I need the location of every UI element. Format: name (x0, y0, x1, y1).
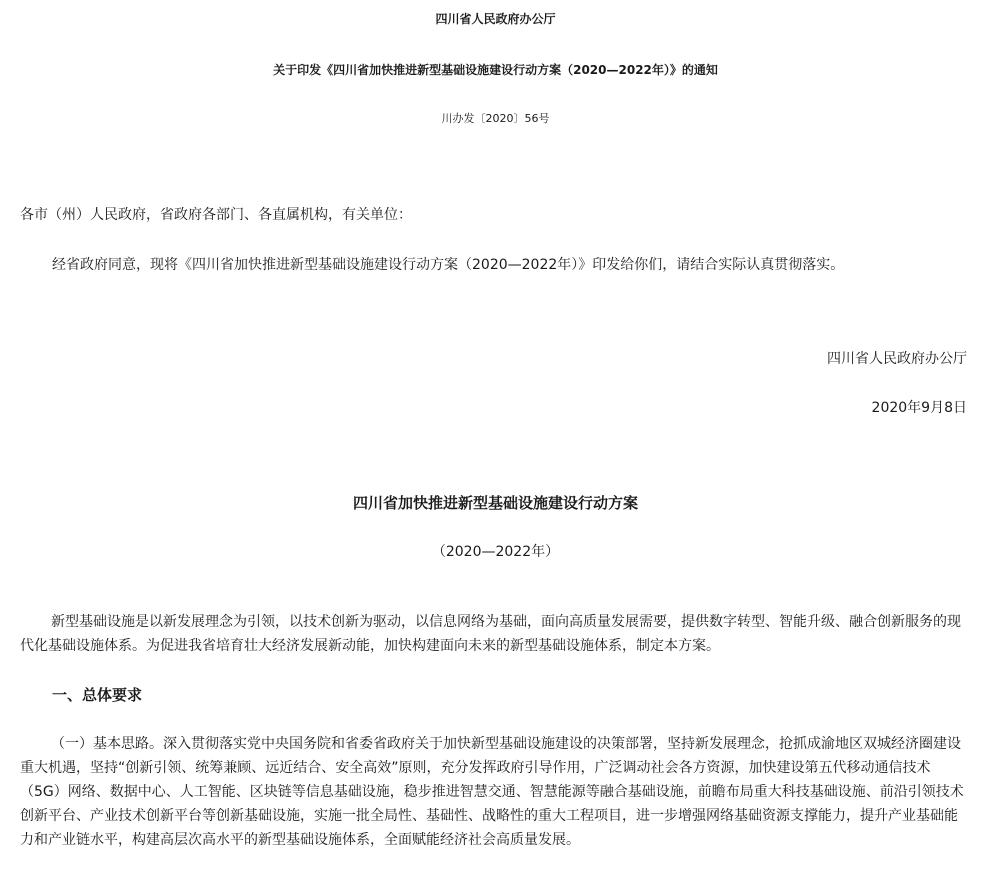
addressee-line: 各市（州）人民政府，省政府各部门、各直属机构，有关单位： (20, 207, 412, 223)
basic-approach-paragraph: （一）基本思路。深入贯彻落实党中央国务院和省委省政府关于加快新型基础设施建设的决策部署，坚持新发展理念，抢抓成渝地区双城经济圈建设重大机遇，坚持“创新引领、统筹兼顾、远近结合、安全高效”原则，充分发挥政府引导作用，广泛调动社会各方资源，加快建设第五代移动通信技术（5G）网络、数据中心、人工智能、区块链等信息基础设施，稳步推进智慧交通、智慧能源等融合基础设施，前瞻布局重大科技基础设施、前沿引领技术创新平台、产业技术创新平台等创新基础设施，实施一批全局性、基础性、战略性的重大工程项目，进一步增强网络基础资源支撑能力，提升产业基础能力和产业链水平，构建高层次高水平的新型基础设施体系，全面赋能经济社会高质量发展。 (20, 736, 964, 848)
plan-period: （2020—2022年） (431, 544, 560, 560)
plan-intro-paragraph: 新型基础设施是以新发展理念为引领，以技术创新为驱动，以信息网络为基础，面向高质量发展需要，提供数字转型、智能升级、融合创新服务的现代化基础设施体系。为促进我省培育壮大经济发展新动能，加快构建面向未来的新型基础设施体系，制定本方案。 (20, 614, 961, 654)
plan-title: 四川省加快推进新型基础设施建设行动方案 (352, 494, 638, 512)
issuer-heading: 四川省人民政府办公厅 (435, 12, 556, 26)
notice-body: 经省政府同意，现将《四川省加快推进新型基础设施建设行动方案（2020—2022年）》印发给你们，请结合实际认真贯彻落实。 (52, 257, 845, 273)
notice-title: 关于印发《四川省加快推进新型基础设施建设行动方案（2020—2022年）》的通知 (273, 63, 718, 77)
signature-date: 2020年9月8日 (871, 400, 967, 416)
section-heading-general-requirements: 一、总体要求 (52, 686, 143, 704)
signature-organization: 四川省人民政府办公厅 (827, 351, 967, 367)
document-number: 川办发〔2020〕56号 (441, 112, 550, 125)
